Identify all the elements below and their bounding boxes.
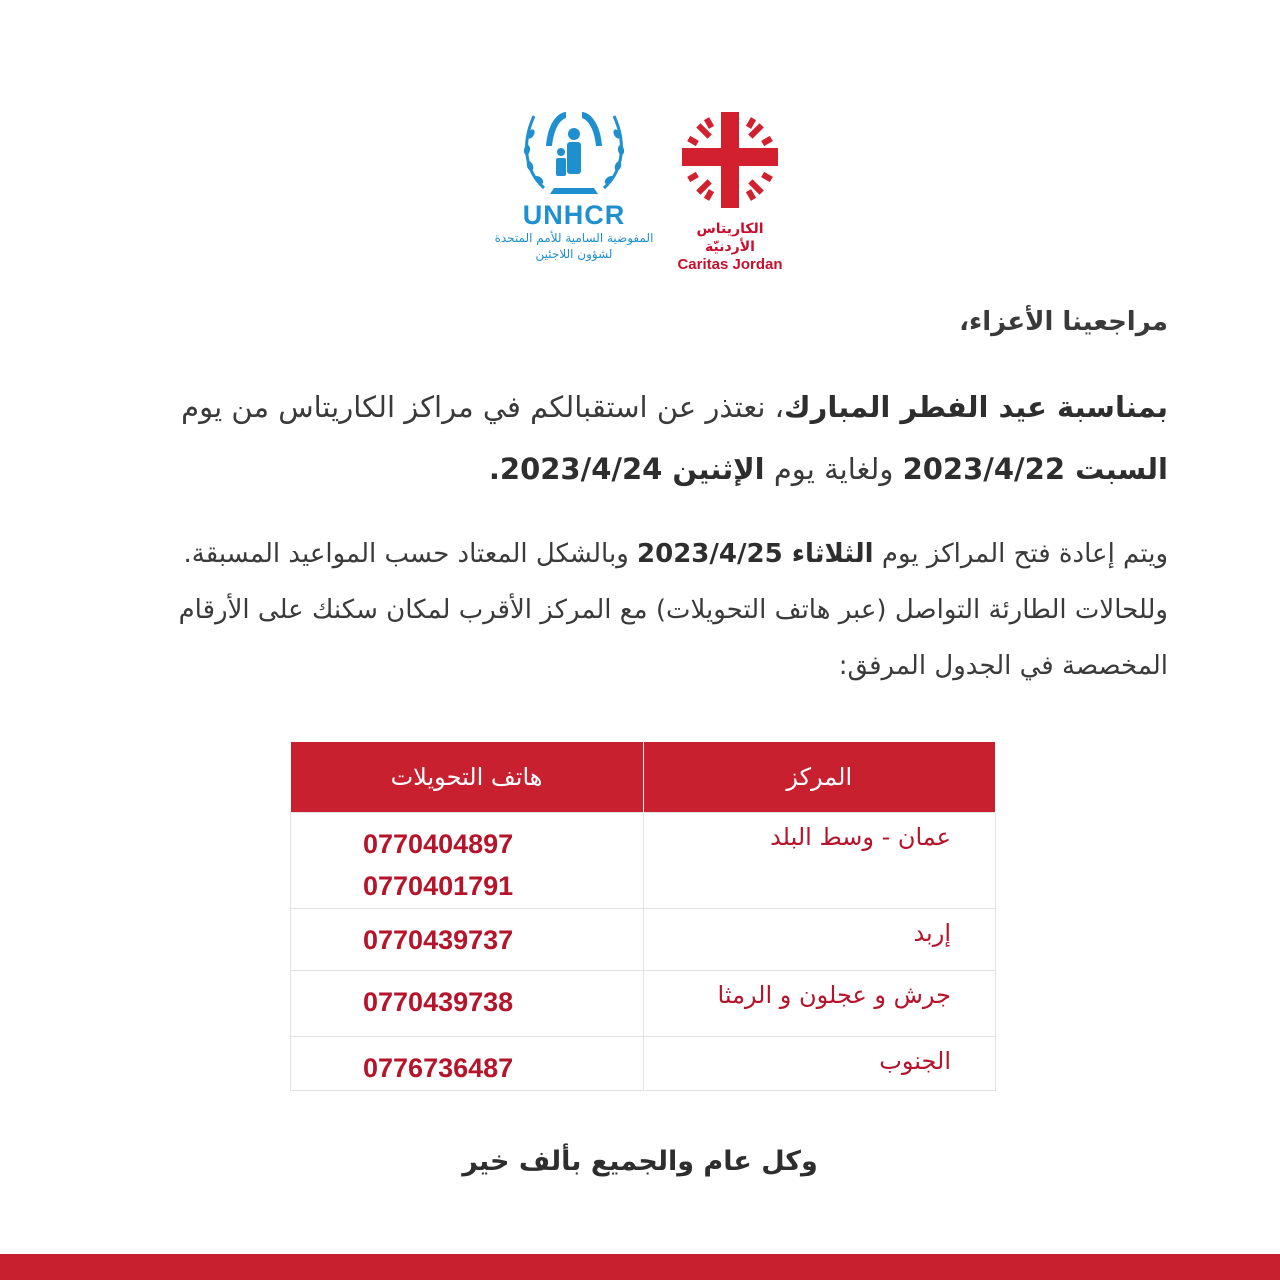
table-row	[291, 909, 996, 971]
header-center: المركز	[643, 742, 996, 813]
closing-greeting: وكل عام والجميع بألف خير	[462, 1146, 818, 1177]
header-phone: هاتف التحويلات	[291, 742, 644, 813]
center-name: الجنوب	[643, 1037, 996, 1091]
apology-text: ، نعتذر عن استقبالكم في مراكز الكاريتاس من يوم	[181, 390, 785, 424]
phone-cell	[291, 971, 644, 1037]
phone-cell	[291, 1037, 644, 1091]
referral-phones-table	[290, 742, 996, 1091]
caritas-cross-icon	[678, 108, 782, 212]
reopen-date: الثلاثاء 2023/4/25	[637, 539, 874, 569]
center-name: عمان - وسط البلد	[643, 813, 996, 909]
phone-number: 0770439737	[363, 925, 514, 955]
unhcr-arabic-line-2: لشؤون اللاجئين	[535, 247, 613, 261]
unhcr-emblem-icon	[514, 104, 634, 196]
greeting: مراجعينا الأعزاء،	[959, 307, 1168, 337]
table-row	[291, 1037, 996, 1091]
emergency-contact-text: وبالشكل المعتاد حسب المواعيد المسبقة. وللحالات الطارئة التواصل (عبر هاتف التحويلات) مع المركز الأقرب لمكان سكنك على الأرقام المخصصة في الجدول المرفق:	[178, 539, 1168, 681]
phone-cell	[291, 909, 644, 971]
caritas-arabic-name: الكاريتاس الأردنيّة	[696, 221, 764, 255]
table-row	[291, 813, 996, 909]
occasion-text: بمناسبة عيد الفطر المبارك	[784, 390, 1168, 424]
closure-end-date: الإثنين 2023/4/24.	[488, 452, 765, 486]
footer-bar	[0, 1254, 1280, 1280]
phone-number: 0776736487	[363, 1053, 514, 1083]
phone-number: 0770439738	[363, 987, 514, 1017]
until-text: ولغاية يوم	[764, 452, 903, 486]
phone-cell	[291, 813, 644, 909]
closure-notice-paragraph	[108, 376, 1168, 500]
table-row	[291, 971, 996, 1037]
center-name: جرش و عجلون و الرمثا	[643, 971, 996, 1037]
table-header-row	[291, 742, 996, 813]
caritas-logo	[670, 108, 790, 273]
caritas-english-name: Caritas Jordan	[677, 256, 783, 273]
reopen-text: ويتم إعادة فتح المراكز يوم	[873, 539, 1168, 569]
unhcr-logo	[488, 104, 660, 260]
phone-number: 0770401791	[363, 871, 514, 901]
unhcr-arabic-line-1: المفوضية السامية للأمم المتحدة	[494, 231, 654, 245]
logo-bar	[0, 100, 1280, 273]
unhcr-wordmark: UNHCR	[522, 200, 626, 230]
phone-number: 0770404897	[363, 829, 514, 859]
center-name: إربد	[643, 909, 996, 971]
reopening-paragraph	[108, 526, 1168, 694]
closure-start-date: السبت 2023/4/22	[902, 452, 1168, 486]
